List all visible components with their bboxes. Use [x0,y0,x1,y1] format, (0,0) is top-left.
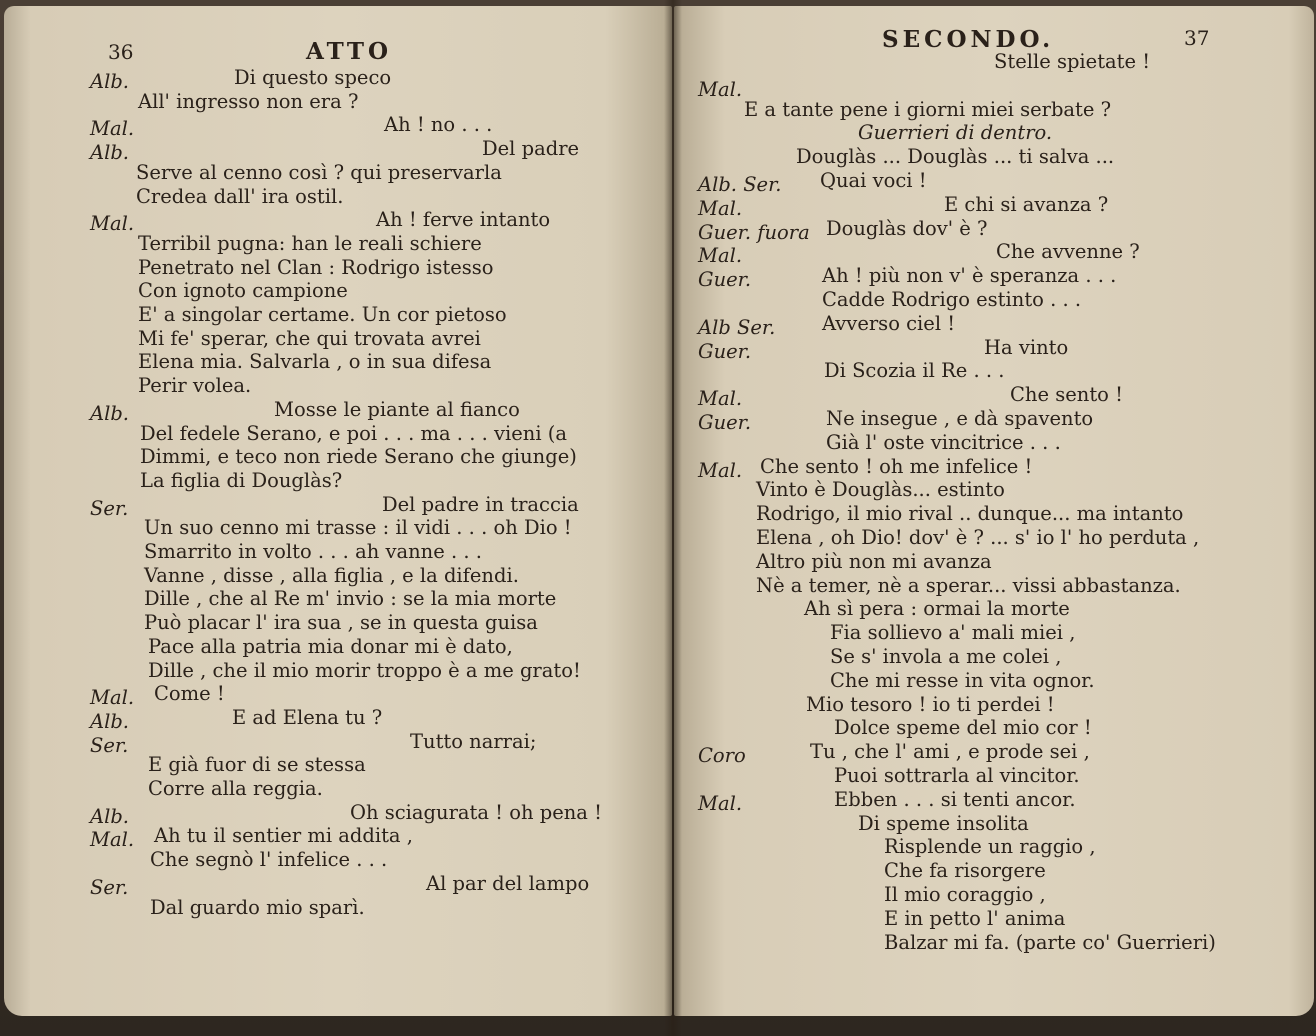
text-line: Che segnò l' infelice . . . [150,848,388,872]
text-line: Penetrato nel Clan : Rodrigo istesso [138,255,494,279]
speaker-label: Guer. [698,339,752,363]
text-line: Che avvenne ? [996,240,1140,264]
text-line: Che fa risorgere [884,859,1046,883]
text-line: E già fuor di se stessa [148,753,366,777]
text-line: Terribil pugna: han le reali schiere [138,231,482,255]
speaker-label: Mal. [90,212,135,236]
text-line: Pace alla patria mia donar mi è dato, [148,634,513,658]
text-line: Dal guardo mio sparì. [150,895,365,919]
right-page [674,6,1314,1016]
text-line: Credea dall' ira ostil. [136,184,344,208]
text-line: Mio tesoro ! io ti perdei ! [806,692,1055,716]
text-line: Douglàs ... Douglàs ... ti salva ... [796,145,1115,169]
speaker-label: Coro [698,744,746,768]
speaker-label: Alb. [90,141,129,165]
running-head: SECONDO. [882,26,1055,53]
text-line: Il mio coraggio , [884,883,1046,906]
speaker-label: Mal. [90,117,135,141]
speaker-label: Ser. [90,875,129,899]
text-line: E chi si avanza ? [944,192,1109,216]
text-line: Del fedele Serano, e poi . . . ma . . . vieni (a [140,421,568,445]
speaker-label: Ser. [90,733,129,757]
speaker-label: Alb Ser. [698,315,776,339]
text-line: Ha vinto [984,335,1069,359]
text-line: Perir volea. [138,374,252,398]
text-line: Elena mia. Salvarla , o in sua difesa [138,350,492,374]
text-line: Già l' oste vincitrice . . . [826,430,1061,454]
text-line: E a tante pene i giorni miei serbate ? [744,97,1112,121]
speaker-label: Mal. [698,387,743,411]
text-line: All' ingresso non era ? [138,89,359,113]
text-line: Stelle spietate ! [994,50,1151,73]
text-line: Smarrito in volto . . . ah vanne . . . [144,540,482,563]
text-line: Mi fe' sperar, che qui trovata avrei [138,326,481,350]
text-line: Douglàs dov' è ? [826,216,988,240]
book-gutter [664,0,682,1036]
text-line: Ah sì pera : ormai la morte [804,597,1070,621]
speaker-label: Ser. [90,496,129,520]
text-line: Può placar l' ira sua , se in questa guisa [144,611,538,635]
text-line: Vanne , disse , alla figlia , e la difendi. [144,563,519,587]
text-line: Dille , che il mio morir troppo è a me grato! [148,658,581,682]
text-line: Cadde Rodrigo estinto . . . [822,288,1082,311]
text-line: Come ! [154,682,225,706]
text-line: Corre alla reggia. [148,777,323,800]
text-line: Al par del lampo [426,871,590,895]
text-line: Avverso ciel ! [822,311,956,335]
text-line: E ad Elena tu ? [232,705,383,729]
text-line: Con ignoto campione [138,279,348,303]
text-line: Ne insegue , e dà spavento [826,407,1094,430]
text-line: Vinto è Douglàs... estinto [756,478,1005,502]
speaker-label: Mal. [698,196,743,220]
speaker-label: Alb. Ser. [698,173,782,196]
text-line: Che mi resse in vita ognor. [830,668,1095,692]
text-line: Quai voci ! [820,169,927,192]
text-line: Fia sollievo a' mali miei , [830,621,1076,645]
text-line: Che sento ! [1010,383,1123,407]
text-line: Ebben . . . si tenti ancor. [834,787,1076,811]
speaker-label: Alb. [90,401,129,425]
text-line: Ah ! ferve intanto [376,208,551,232]
text-line: Tutto narrai; [410,729,537,753]
text-line: Ah ! più non v' è speranza . . . [822,264,1117,288]
speaker-label: Alb. [90,70,129,93]
text-line: Balzar mi fa. (parte co' Guerrieri) [884,930,1216,954]
running-head: ATTO [306,38,393,65]
text-line: Puoi sottrarla al vincitor. [834,764,1080,787]
text-line: Un suo cenno mi trasse : il vidi . . . oh Dio ! [144,516,572,540]
text-line: Serve al cenno così ? qui preservarla [136,160,502,184]
text-line: Rodrigo, il mio rival .. dunque... ma intanto [756,502,1184,526]
text-line: Che sento ! oh me infelice ! [760,454,1033,478]
speaker-label: Mal. [698,244,743,268]
text-line: Di speme insolita [858,811,1029,835]
text-line: Dolce speme del mio cor ! [834,716,1092,740]
text-line: E' a singolar certame. Un cor pietoso [138,303,507,326]
speaker-label: Guer. [698,411,752,434]
page-number: 36 [108,40,134,64]
text-line: Mosse le piante al fianco [274,397,520,421]
speaker-label: Mal. [698,77,743,101]
text-line: Di questo speco [234,66,392,89]
speaker-label: Mal. [698,791,743,815]
text-line: E in petto l' anima [884,906,1066,930]
speaker-label: Alb. [90,804,129,828]
text-line: Dimmi, e teco non riede Serano che giunge) [140,445,577,469]
text-line: Del padre in traccia [382,492,579,516]
speaker-label: Mal. [698,458,743,482]
page-number: 37 [1184,26,1210,50]
speaker-label: Alb. [90,709,129,733]
text-line: Di Scozia il Re . . . [824,359,1005,383]
text-line: Oh sciagurata ! oh pena ! [350,800,602,824]
left-page [4,6,672,1016]
speaker-label: Guer. fuora [698,220,810,244]
text-line: Risplende un raggio , [884,835,1096,859]
speaker-label: Mal. [90,686,135,710]
text-line: Ah ! no . . . [384,113,493,137]
text-line: Elena , oh Dio! dov' è ? ... s' io l' ho perduta , [756,526,1200,549]
text-line: Guerrieri di dentro. [858,121,1053,145]
text-line: Se s' invola a me colei , [830,645,1062,668]
speaker-label: Mal. [90,828,135,852]
text-line: La figlia di Douglàs? [140,468,343,492]
text-line: Dille , che al Re m' invio : se la mia morte [144,587,557,611]
text-line: Altro più non mi avanza [756,549,992,573]
text-line: Del padre [482,137,580,161]
speaker-label: Guer. [698,268,752,292]
text-line: Ah tu il sentier mi addita , [154,824,413,848]
text-line: Tu , che l' ami , e prode sei , [810,740,1090,764]
text-line: Nè a temer, nè a sperar... vissi abbastanza. [756,573,1181,597]
